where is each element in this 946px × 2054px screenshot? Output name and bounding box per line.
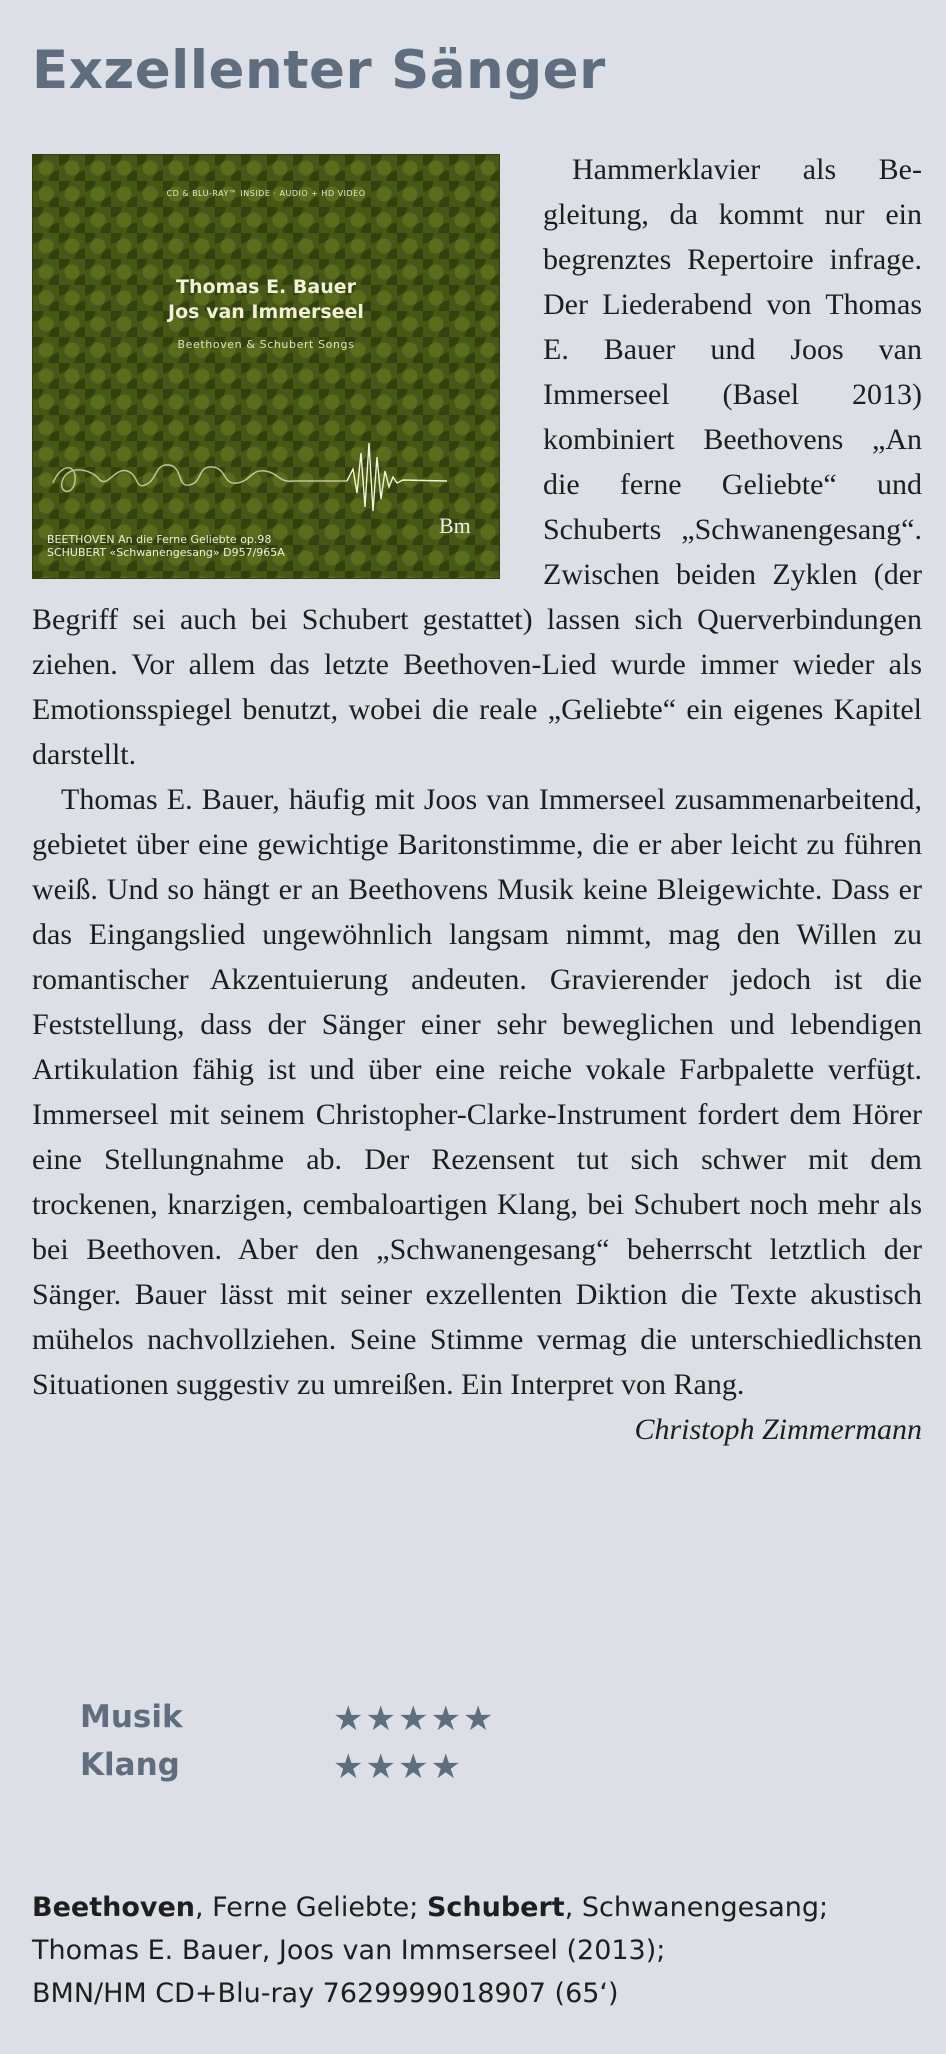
cover-subtitle: Beethoven & Schubert Songs [177,338,355,351]
rating-stars-musik: ★★★★★ [333,1699,496,1739]
disc-info [32,1886,828,2015]
cover-work-2: SCHUBERT «Schwanengesang» D957/965A [47,546,285,559]
page-title: Exzellenter Sänger [32,40,606,101]
review-paragraph-2 [32,777,922,1407]
review-body [32,147,922,1452]
album-cover [32,154,500,579]
disc-info-line-2: Thomas E. Bauer, Joos van Immserseel (2013); [32,1935,666,1966]
review-paragraph-2-text: Thomas E. Bauer, häufig mit Joos van Immerseel zusammenarbeitend, gebietet über eine gewichtige Baritonstimme, die er aber leicht zu führen weiß. Und so hängt er an Beethovens Musik keine Bleigewichte. Dass er das Eingangslied ungewöhnlich langsam nimmt, mag den Willen zu romantischer Akzentuierung andeuten. Gravierender jedoch ist die Feststellung, dass der Sänger einer sehr beweglichen und lebendigen Artikulation fähig ist und über eine reiche vokale Farbpalette verfügt. Immerseel mit seinem Christopher-Clarke-Instrument fordert dem Hörer eine Stellungnahme ab. Der Rezensent tut sich schwer mit dem trockenen, knarzigen, cembaloartigen Klang, bei Schubert noch mehr als bei Beethoven. Aber den „Schwanengesang“ beherrscht letztlich der Sänger. Bauer lässt mit seiner exzellenten Diktion die Texte akustisch mühelos nachvollziehen. Seine Stimme vermag die unterschiedlichsten Situationen suggestiv zu umreißen. Ein Interpret von Rang. [32,783,922,1401]
review-author: Christoph Zimmermann [634,1413,922,1446]
rating-label-klang: Klang [80,1747,180,1783]
cover-works [47,533,285,559]
cover-artist-1: Thomas E. Bauer [176,276,356,298]
disc-composer-2: Schubert [426,1892,565,1923]
rating-stars-klang: ★★★★ [333,1747,463,1787]
disc-work-1: , Ferne Geliebte; [195,1892,427,1923]
cover-soundwave-graphic [47,423,447,513]
rating-label-musik: Musik [80,1699,183,1735]
cover-artist-2: Jos van Immerseel [168,301,364,323]
review-paragraph-1-text: Hammerklavier als Begleitung, da kommt nur ein begrenztes Repertoire infrage. Der Liederabend von Thomas E. Bauer und Joos van Immerseel (Basel 2013) kombiniert Beethovens „An die ferne Geliebte“ und Schuberts „Schwanengesang“. Zwischen beiden Zyklen (der Begriff sei auch bei Schubert gestattet) lassen sich Querverbindungen ziehen. Vor allem das letzte Beethoven-Lied wurde immer wieder als Emotionsspiegel benutzt, wobei die reale „Geliebte“ ein eigenes Kapitel darstellt. [32,153,922,771]
disc-work-2: , Schwanengesang; [564,1892,829,1923]
disc-composer-1: Beethoven [32,1892,196,1923]
disc-info-line-1 [32,1886,828,1929]
disc-info-line-3: BMN/HM CD+Blu-ray 7629999018907 (65‘) [32,1978,619,2009]
cover-top-line: CD & BLU-RAY™ INSIDE · AUDIO + HD VIDEO [166,189,366,198]
cover-work-1: BEETHOVEN An die Ferne Geliebte op.98 [47,533,272,546]
label-logo: Bm [439,513,471,538]
